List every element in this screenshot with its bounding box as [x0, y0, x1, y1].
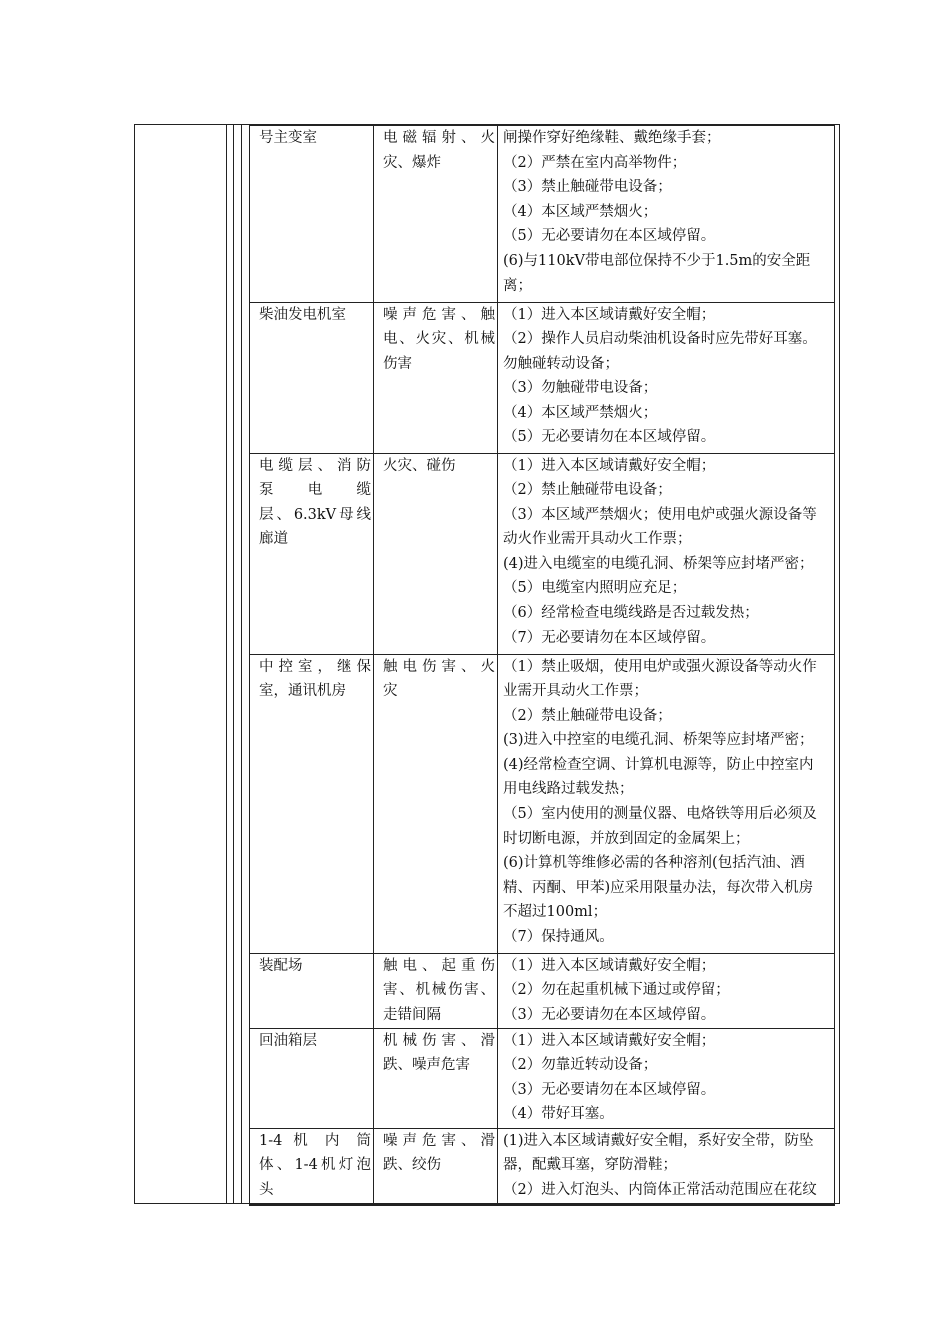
cell-text-line: （5）室内使用的测量仪器、电烙铁等用后必须及	[503, 806, 817, 823]
cell-text-line: 电、火灾、机械	[383, 331, 495, 348]
area-cell	[250, 302, 374, 453]
cell-text-line: （5）无必要请勿在本区域停留。	[503, 228, 716, 245]
table-row	[250, 1028, 835, 1128]
cell-text-line: 勿触碰转动设备；	[503, 355, 619, 372]
cell-text-line: 触电、起重伤	[383, 957, 495, 974]
cell-text-line: 闸操作穿好绝缘鞋、戴绝缘手套；	[503, 130, 721, 146]
cell-text-line: （4）本区域严禁烟火；	[503, 203, 658, 220]
cell-text-line: 灾	[383, 683, 398, 700]
cell-text-line: 噪声危害、触	[383, 306, 495, 323]
area-cell	[250, 953, 374, 1028]
cell-text-line: （2）严禁在室内高举物件；	[503, 154, 687, 171]
cell-text-line: （3）本区域严禁烟火；使用电炉或强火源设备等	[503, 506, 817, 523]
cell-text-line: （2）禁止触碰带电设备；	[503, 707, 672, 724]
cell-text-line: （1）进入本区域请戴好安全帽；	[503, 306, 716, 323]
cell-text-line: 动火作业需开具动火工作票；	[503, 531, 692, 548]
measures-cell	[498, 453, 835, 654]
cell-text-line: （2）勿靠近转动设备；	[503, 1057, 658, 1074]
hazard-cell	[374, 654, 498, 953]
table-row	[250, 125, 835, 302]
cell-text-line: 体、1-4机灯泡	[259, 1157, 371, 1174]
hazard-table	[249, 124, 835, 1206]
cell-text-line: （2）进入灯泡头、内筒体正常活动范围应在花纹	[503, 1181, 817, 1198]
hazard-cell	[374, 1028, 498, 1128]
cell-text-line: (3)进入中控室的电缆孔洞、桥架等应封堵严密；	[503, 732, 814, 749]
cell-text-line: 号主变室	[259, 130, 317, 146]
table-row	[250, 953, 835, 1028]
cell-text-line: (6)与110kV带电部位保持不少于1.5m的安全距	[503, 252, 811, 269]
hazard-table-body	[250, 125, 835, 1205]
cell-text-line: （3）无必要请勿在本区域停留。	[503, 1006, 716, 1023]
cell-text-line: (4)进入电缆室的电缆孔洞、桥架等应封堵严密；	[503, 555, 814, 572]
cell-text-line: 跌、噪声危害	[383, 1057, 470, 1074]
measures-cell	[498, 1128, 835, 1205]
cell-text-line: 不超过100ml；	[503, 904, 608, 921]
cell-text-line: 害、机械伤害、	[383, 982, 495, 999]
cell-text-line: 廊道	[259, 531, 288, 548]
area-cell	[250, 125, 374, 302]
cell-text-line: 业需开具动火工作票；	[503, 683, 648, 700]
hazard-cell	[374, 1128, 498, 1205]
cell-text-line: （7）无必要请勿在本区域停留。	[503, 629, 716, 646]
cell-text-line: 室，通讯机房	[259, 683, 346, 700]
area-cell	[250, 453, 374, 654]
column-divider	[241, 124, 242, 1204]
cell-text-line: （5）无必要请勿在本区域停留。	[503, 429, 716, 446]
cell-text-line: （7）保持通风。	[503, 929, 614, 946]
cell-text-line: 装配场	[259, 957, 303, 974]
cell-text-line: 灾、爆炸	[383, 154, 441, 171]
area-cell	[250, 1028, 374, 1128]
table-row	[250, 302, 835, 453]
cell-text-line: (6)计算机等维修必需的各种溶剂(包括汽油、酒	[503, 855, 805, 872]
cell-text-line: （4）本区域严禁烟火；	[503, 404, 658, 421]
column-divider	[226, 124, 227, 1204]
cell-text-line: 机械伤害、滑	[383, 1032, 495, 1049]
measures-cell	[498, 1028, 835, 1128]
cell-text-line: （1）进入本区域请戴好安全帽；	[503, 457, 716, 474]
cell-text-line: （5）电缆室内照明应充足；	[503, 580, 687, 597]
cell-text-line: 头	[259, 1181, 274, 1198]
cell-text-line: 触电伤害、火	[383, 658, 495, 675]
hazard-cell	[374, 125, 498, 302]
hazard-cell	[374, 953, 498, 1028]
table-row	[250, 453, 835, 654]
cell-text-line: （3）勿触碰带电设备；	[503, 380, 658, 397]
cell-text-line: （3）无必要请勿在本区域停留。	[503, 1081, 716, 1098]
cell-text-line: （2）操作人员启动柴油机设备时应先带好耳塞。	[503, 331, 817, 348]
measures-cell	[498, 654, 835, 953]
cell-text-line: (4)经常检查空调、计算机电源等，防止中控室内	[503, 756, 814, 773]
area-cell	[250, 1128, 374, 1205]
hazard-cell	[374, 302, 498, 453]
cell-text-line: （4）带好耳塞。	[503, 1106, 614, 1123]
cell-text-line: 火灾、碰伤	[383, 457, 456, 474]
cell-text-line: （3）禁止触碰带电设备；	[503, 179, 672, 196]
cell-text-line: （2）禁止触碰带电设备；	[503, 482, 672, 499]
cell-text-line: 柴油发电机室	[259, 306, 346, 323]
column-divider	[233, 124, 234, 1204]
cell-text-line: 电缆层、消防	[259, 457, 371, 474]
cell-text-line: 泵 电 缆	[259, 482, 371, 499]
table-row	[250, 654, 835, 953]
cell-text-line: 离；	[503, 277, 532, 294]
cell-text-line: 走错间隔	[383, 1006, 441, 1023]
cell-text-line: 电磁辐射、火	[383, 130, 495, 146]
cell-text-line: 中控室，继保	[259, 658, 371, 675]
cell-text-line: （1）进入本区域请戴好安全帽；	[503, 957, 716, 974]
cell-text-line: 精、丙酮、甲苯)应采用限量办法，每次带入机房	[503, 879, 814, 896]
cell-text-line: 跌、绞伤	[383, 1157, 441, 1174]
cell-text-line: 器，配戴耳塞，穿防滑鞋；	[503, 1157, 677, 1174]
measures-cell	[498, 953, 835, 1028]
cell-text-line: 时切断电源，并放到固定的金属架上；	[503, 830, 750, 847]
cell-text-line: 回油箱层	[259, 1032, 317, 1049]
area-cell	[250, 654, 374, 953]
cell-text-line: （1）禁止吸烟，使用电炉或强火源设备等动火作	[503, 658, 817, 675]
cell-text-line: （1）进入本区域请戴好安全帽；	[503, 1032, 716, 1049]
hazard-table-container	[249, 124, 834, 1204]
cell-text-line: (1)进入本区域请戴好安全帽，系好安全带，防坠	[503, 1132, 814, 1149]
hazard-cell	[374, 453, 498, 654]
measures-cell	[498, 125, 835, 302]
cell-text-line: （6）经常检查电缆线路是否过载发热；	[503, 605, 759, 622]
cell-text-line: 噪声危害、滑	[383, 1132, 495, 1149]
cell-text-line: 1-4 机 内 筒	[259, 1132, 371, 1149]
cell-text-line: 层、6.3kV母线	[259, 506, 371, 523]
table-row	[250, 1128, 835, 1205]
cell-text-line: 伤害	[383, 355, 412, 372]
cell-text-line: 用电线路过载发热；	[503, 781, 634, 798]
cell-text-line: （2）勿在起重机械下通过或停留；	[503, 982, 730, 999]
measures-cell	[498, 302, 835, 453]
